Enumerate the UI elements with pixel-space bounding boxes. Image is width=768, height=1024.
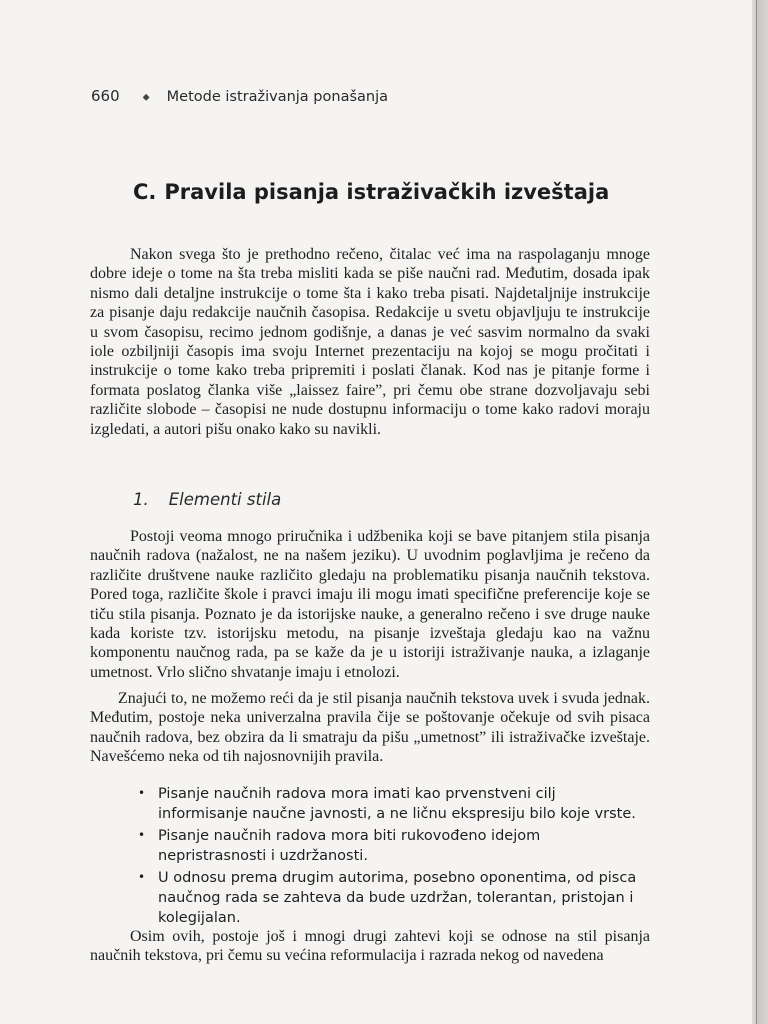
- closing-paragraph: Osim ovih, postoje još i mnogi drugi zahtevi koji se odnose na stil pisanja naučnih tekstova, pri čemu su većina reformulacija i razrada nekog od navedena: [90, 928, 650, 965]
- section-paragraph-1: Postoji veoma mnogo priručnika i udžbenika koji se bave pitanjem stila pisanja naučnih radova (nažalost, ne na našem jeziku). U uvodnim poglavljima je rečeno da različite društvene nauke različito gledaju na problematiku pisanja naučnih tekstova. Pored toga, različite škole i pravci imaju ili mogu imati specifične preferencije koje se tiču stila pisanja. Poznato je da istorijske nauke, a generalno rečeno i sve druge nauke kada koriste tzv. istorijsku metodu, na pisanje izveštaja gledaju kao na važnu komponentu naučnog rada, pa se kaže da je u istoriji istraživanje nauka, a izlaganje umetnost. Vrlo slično shvatanje imaju i etnolozi.: [90, 528, 650, 681]
- list-item: [128, 783, 648, 824]
- running-head: [91, 87, 388, 105]
- rule-text: Pisanje naučnih radova mora biti rukovođeno idejom nepristrasnosti i uzdržanosti.: [158, 828, 541, 864]
- rule-text: Pisanje naučnih radova mora imati kao prvenstveni cilj informisanje naučne javnosti, a ne ličnu ekspresiju bilo koje vrste.: [158, 786, 636, 822]
- list-item: [128, 825, 648, 866]
- section-paragraph-2: Znajući to, ne možemo reći da je stil pisanja naučnih tekstova uvek i svuda jednak. Međutim, postoje neka univerzalna pravila čije se poštovanje očekuje od svih pisaca naučnih radova, bez obzira da li smatraju da pišu „umetnost” ili istraživačke izveštaje. Navešćemo neka od tih najosnovnijih pravila.: [90, 690, 650, 766]
- book-spine-shadow: [752, 0, 768, 1024]
- diamond-ornament-icon: ⬥: [142, 92, 150, 103]
- page-number: 660: [91, 87, 120, 105]
- bullet-icon: •: [138, 786, 146, 800]
- chapter-heading: [133, 180, 609, 204]
- chapter-letter: C.: [133, 180, 157, 204]
- running-head-title: Metode istraživanja ponašanja: [166, 89, 388, 105]
- section-number: 1.: [133, 490, 149, 509]
- section-title: Elementi stila: [168, 490, 282, 509]
- list-item: [128, 867, 648, 928]
- chapter-title: Pravila pisanja istraživačkih izveštaja: [164, 180, 610, 204]
- intro-paragraph: Nakon svega što je prethodno rečeno, čitalac već ima na raspolaganju mnoge dobre ideje o tome na šta treba misliti kada se piše naučni rad. Međutim, dosada ipak nismo dali detaljne instrukcije o tome šta i kako treba pisati. Najdetaljnije instrukcije za pisanje daju redakcije naučnih časopisa. Redakcije u svetu objavljuju te instrukcije u svom časopisu, recimo jednom godišnje, a danas je već sasvim normalno da svaki iole ozbiljniji časopis ima svoju Internet prezentaciju na kojoj se mogu pročitati i instrukcije o tome kako treba pripremiti i poslati članak. Kod nas je pitanje forme i formata poslatog članka više „laissez faire”, pri čemu obe strane dozvoljavaju sebi različite slobode – časopisi ne nude dostupnu informaciju o tome kako radovi moraju izgledati, a autori pišu onako kako su navikli.: [90, 246, 650, 438]
- section-heading: [133, 490, 281, 509]
- rules-list: [128, 783, 648, 929]
- bullet-icon: •: [138, 828, 146, 842]
- bullet-icon: •: [138, 870, 146, 884]
- rule-text: U odnosu prema drugim autorima, posebno oponentima, od pisca naučnog rada se zahteva da bude uzdržan, tolerantan, pristojan i kolegijalan.: [158, 870, 637, 926]
